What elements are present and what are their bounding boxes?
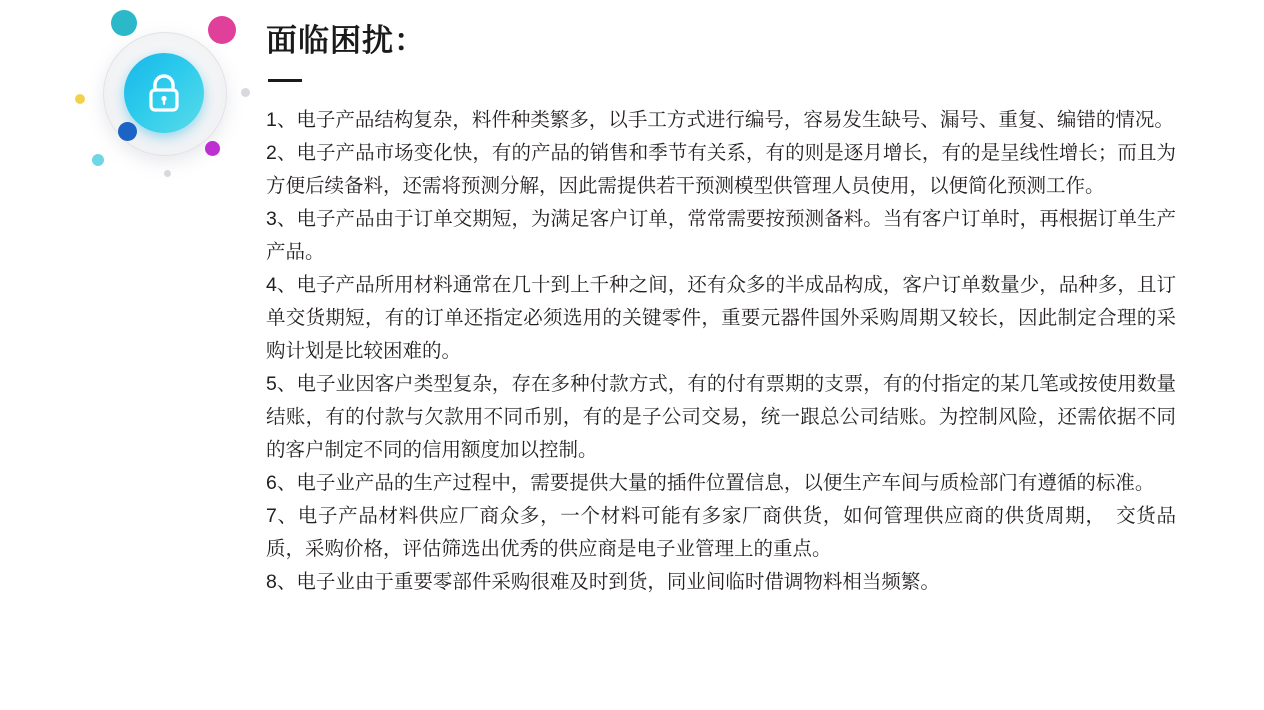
list-item: 3、电子产品由于订单交期短，为满足客户订单，常常需要按预测备料。当有客户订单时，再根据订单生产产品。 xyxy=(266,208,1176,264)
issue-list xyxy=(266,104,1176,599)
lock-icon xyxy=(124,53,204,133)
decorative-dot xyxy=(92,154,104,166)
decorative-icon-cluster xyxy=(68,10,258,185)
decorative-dot xyxy=(75,94,85,104)
decorative-dot xyxy=(118,122,137,141)
decorative-dot xyxy=(111,10,137,36)
list-item: 8、电子业由于重要零部件采购很难及时到货，同业间临时借调物料相当频繁。 xyxy=(266,571,940,594)
list-item: 4、电子产品所用材料通常在几十到上千种之间，还有众多的半成品构成，客户订单数量少，品种多，且订单交货期短，有的订单还指定必须选用的关键零件，重要元器件国外采购周期又较长，因此制定合理的采购计划是比较困难的。 xyxy=(266,274,1176,363)
decorative-dot xyxy=(164,170,171,177)
list-item: 2、电子产品市场变化快，有的产品的销售和季节有关系，有的则是逐月增长，有的是呈线性增长；而且为方便后续备料，还需将预测分解，因此需提供若干预测模型供管理人员使用，以便简化预测工作。 xyxy=(266,142,1176,198)
decorative-dot xyxy=(241,88,250,97)
list-item: 1、电子产品结构复杂，料件种类繁多，以手工方式进行编号，容易发生缺号、漏号、重复、编错的情况。 xyxy=(266,109,1174,132)
decorative-dot xyxy=(205,141,220,156)
decorative-dot xyxy=(208,16,236,44)
page-title: 面临困扰： xyxy=(266,23,426,58)
slide-content xyxy=(266,22,1176,599)
list-item: 5、电子业因客户类型复杂，存在多种付款方式，有的付有票期的支票，有的付指定的某几笔或按使用数量结账，有的付款与欠款用不同币别，有的是子公司交易，统一跟总公司结账。为控制风险，还需依据不同的客户制定不同的信用额度加以控制。 xyxy=(266,373,1176,462)
title-divider xyxy=(268,79,302,82)
list-item: 7、电子产品材料供应厂商众多，一个材料可能有多家厂商供货，如何管理供应商的供货周期， 交货品质，采购价格，评估筛选出优秀的供应商是电子业管理上的重点。 xyxy=(266,505,1176,561)
list-item: 6、电子业产品的生产过程中，需要提供大量的插件位置信息，以便生产车间与质检部门有遵循的标准。 xyxy=(266,472,1155,495)
